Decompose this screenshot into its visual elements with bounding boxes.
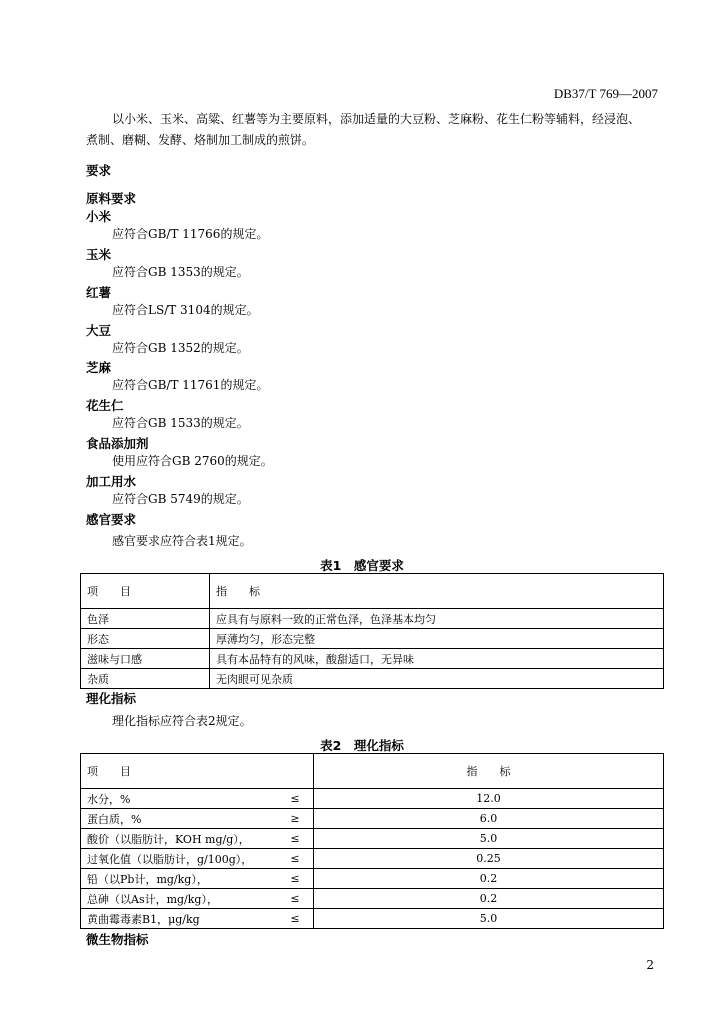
table-header-item: 项 目 — [81, 574, 210, 609]
table-cell-item: 形态 — [81, 629, 210, 649]
table-row — [81, 869, 664, 889]
heading-sensory: 感官要求 — [86, 512, 137, 527]
heading-millet: 小米 — [86, 209, 112, 224]
heading-corn: 玉米 — [86, 247, 112, 262]
table-row — [81, 649, 664, 669]
heading-sesame: 芝麻 — [86, 360, 112, 375]
table-cell-comparator: ≥ — [277, 809, 314, 829]
text-peanut: 应符合GB 1533的规定。 — [112, 416, 249, 430]
table1-caption: 表1 感官要求 — [320, 558, 404, 573]
text-physchem: 理化指标应符合表2规定。 — [112, 714, 252, 728]
table-cell-value: 0.25 — [314, 849, 664, 869]
table-cell-item: 蛋白质，% — [81, 809, 278, 829]
text-sesame: 应符合GB/T 11761的规定。 — [112, 378, 269, 392]
table-cell-value: 应具有与原料一致的正常色泽，色泽基本均匀 — [210, 609, 664, 629]
table-cell-item: 杂质 — [81, 669, 210, 689]
table-cell-comparator: ≤ — [277, 829, 314, 849]
text-corn: 应符合GB 1353的规定。 — [112, 265, 249, 279]
text-sensory: 感官要求应符合表1规定。 — [112, 534, 252, 548]
intro-line-1: 以小米、玉米、高粱、红薯等为主要原料，添加适量的大豆粉、芝麻粉、花生仁粉等辅料，经浸泡、 — [112, 112, 641, 126]
table-row — [81, 609, 664, 629]
table-row — [81, 909, 664, 929]
table-header-row — [81, 754, 664, 789]
table-header-row — [81, 574, 664, 609]
table-row — [81, 829, 664, 849]
table-cell-item: 色泽 — [81, 609, 210, 629]
heading-sweet-potato: 红薯 — [86, 285, 112, 300]
table-cell-item: 总砷（以As计，mg/kg）， — [81, 889, 278, 909]
table-header-index: 指 标 — [314, 754, 664, 789]
table-row — [81, 809, 664, 829]
table-cell-value: 无肉眼可见杂质 — [210, 669, 664, 689]
table-row — [81, 889, 664, 909]
heading-soybean: 大豆 — [86, 323, 112, 338]
text-additives: 使用应符合GB 2760的规定。 — [112, 454, 273, 468]
table-cell-item: 过氧化值（以脂肪计，g/100g）， — [81, 849, 278, 869]
table-row — [81, 669, 664, 689]
text-water: 应符合GB 5749的规定。 — [112, 492, 249, 506]
heading-physchem: 理化指标 — [86, 691, 137, 706]
table-row — [81, 629, 664, 649]
text-millet: 应符合GB/T 11766的规定。 — [112, 227, 269, 241]
heading-requirements: 要求 — [86, 163, 112, 178]
table-cell-value: 12.0 — [314, 789, 664, 809]
table-cell-comparator: ≤ — [277, 909, 314, 929]
table-row — [81, 849, 664, 869]
sensory-table — [80, 573, 664, 689]
heading-water: 加工用水 — [86, 474, 137, 489]
table-cell-value: 0.2 — [314, 869, 664, 889]
table-cell-value: 5.0 — [314, 829, 664, 849]
physchem-table — [80, 753, 664, 929]
table-cell-value: 厚薄均匀，形态完整 — [210, 629, 664, 649]
text-sweet-potato: 应符合LS/T 3104的规定。 — [112, 303, 259, 317]
table-cell-item: 黄曲霉毒素B1，μg/kg — [81, 909, 278, 929]
table-cell-comparator: ≤ — [277, 869, 314, 889]
heading-peanut: 花生仁 — [86, 398, 124, 413]
document-code: DB37/T 769—2007 — [553, 86, 658, 101]
table-row — [81, 789, 664, 809]
table2-caption: 表2 理化指标 — [320, 738, 404, 753]
heading-microbiology: 微生物指标 — [86, 932, 149, 947]
table-cell-value: 5.0 — [314, 909, 664, 929]
heading-additives: 食品添加剂 — [86, 436, 149, 451]
heading-raw-materials: 原料要求 — [86, 191, 137, 206]
table-cell-item: 酸价（以脂肪计，KOH mg/g）， — [81, 829, 278, 849]
table-cell-comparator: ≤ — [277, 849, 314, 869]
table-cell-item: 水分，% — [81, 789, 278, 809]
table-cell-value: 0.2 — [314, 889, 664, 909]
table-header-item: 项 目 — [81, 754, 314, 789]
page-number: 2 — [646, 958, 654, 972]
table-header-index: 指 标 — [210, 574, 664, 609]
text-soybean: 应符合GB 1352的规定。 — [112, 341, 249, 355]
table-cell-comparator: ≤ — [277, 789, 314, 809]
table-cell-item: 滋味与口感 — [81, 649, 210, 669]
table-cell-value: 具有本品特有的风味，酸甜适口，无异味 — [210, 649, 664, 669]
table-cell-value: 6.0 — [314, 809, 664, 829]
table-cell-item: 铅（以Pb计，mg/kg）， — [81, 869, 278, 889]
intro-paragraph — [86, 109, 666, 151]
intro-line-2: 煮制、磨糊、发酵、烙制加工制成的煎饼。 — [86, 133, 315, 147]
table-cell-comparator: ≤ — [277, 889, 314, 909]
